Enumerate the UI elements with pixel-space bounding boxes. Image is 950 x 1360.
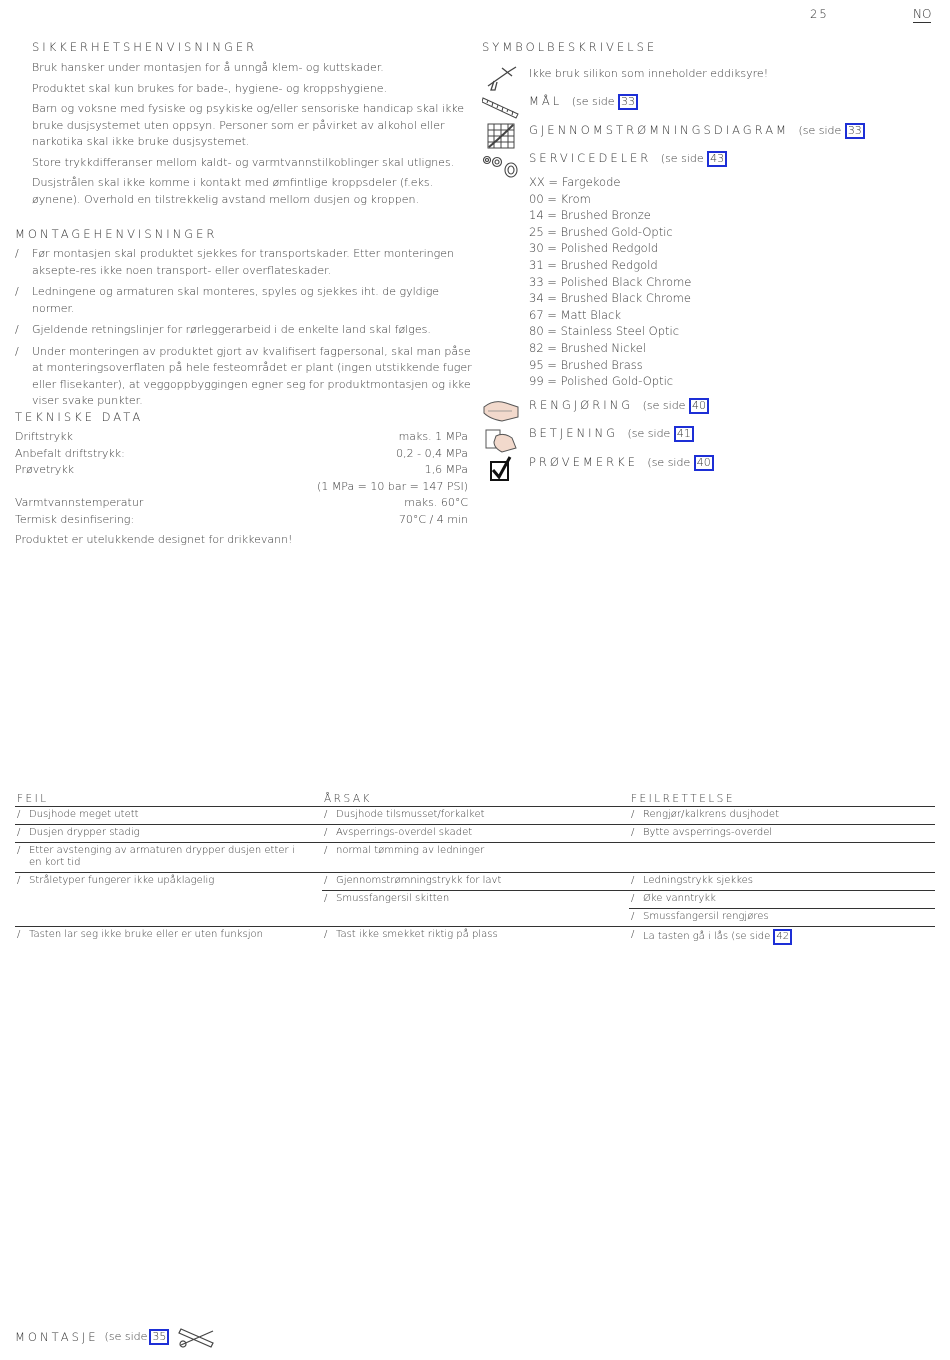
page-link[interactable]: 33 [618,94,638,110]
tech-row: (1 MPa = 10 bar = 147 PSI) [317,479,468,493]
table-row: / Dusjhode meget utett / Dusjhode tilsmusset/forkalket / Rengjør/kalkrens dusjhodet [15,807,935,825]
table-row: / Smussfangersil skitten / Øke vanntrykk [15,891,935,909]
color-code: 31 = Brushed Redgold [529,257,658,272]
list-item: / Gjeldende retningslinjer for rørleggerarbeid i de enkelte land skal følges. [15,323,431,336]
color-code: XX = Fargekode [529,175,621,189]
color-code: 14 = Brushed Bronze [529,208,651,223]
safety-title: SIKKERHETSHENVISNINGER [32,40,258,54]
color-code: 25 = Brushed Gold-Optic [529,224,673,239]
column-header: FEILRETTELSE [629,791,935,807]
color-code: 30 = Polished Redgold [529,241,659,256]
symbol-mal: MÅL (se side 33 [529,94,638,111]
page-link[interactable]: 35 [149,1329,169,1345]
cleaning-icon [482,397,520,425]
ruler-icon [482,94,520,122]
color-code: 82 = Brushed Nickel [529,340,647,355]
color-code: 34 = Brushed Black Chrome [529,291,691,306]
symbol-operation: BETJENING (se side 41 [529,426,694,443]
tech-row: Anbefalt driftstrykk: 0,2 - 0,4 MPa [15,446,468,460]
color-code: 99 = Polished Gold-Optic [529,374,674,389]
flow-diagram-icon [482,122,520,150]
language-code: NO [913,7,932,21]
tech-table [15,429,468,549]
list-item: / Under monteringen av produktet gjort av kvalifisert fagpersonal, skal man påse at monteringsoverflaten på hele festeområdet er plant (ingen utstikkende fuger eller flisekanter), at veggoppbyggingen egner seg for produktmontasjen og ikke viser svake punkter. [15,344,472,407]
table-row: / Smussfangersil rengjøres [15,909,935,927]
list-item: / Ledningene og armaturen skal monteres, spyles og sjekkes iht. de gyldige normer. [15,285,440,315]
column-header: FEIL [15,791,322,807]
tech-title: TEKNISKE DATA [15,410,144,424]
symbol-test-mark: PRØVEMERKE (se side 40 [529,455,714,472]
column-header: ÅRSAK [322,791,629,807]
safety-paragraph: Barn og voksne med fysiske og psykiske og/eller sensoriske handicap skal ikke bruke dusjsystemet uten oppsyn. Personer som er påvirket av alkohol eller narkotika skal ikke bruke dusjsystemet. [32,102,465,148]
table-row: / Tasten lar seg ikke bruke eller er uten funksjon / Tast ikke smekket riktig på plass / La tasten gå i lås (se side 42 [15,927,935,949]
color-code: 33 = Polished Black Chrome [529,274,692,289]
table-row: / Etter avstenging av armaturen drypper dusjen etter i en kort tid / normal tømming av ledninger [15,843,935,873]
page-link[interactable]: 42 [773,929,792,945]
page-link[interactable]: 40 [689,398,709,414]
tech-row: Driftstrykk maks. 1 MPa [15,430,468,443]
symbol-flow: GJENNOMSTRØMNINGSDIAGRAM (se side 33 [529,123,865,140]
wrench-icon [177,1325,217,1349]
tech-row: Varmtvannstemperatur maks. 60°C [15,496,468,509]
silicone-warning: Ikke bruk silikon som inneholder eddiksyre! [529,67,769,80]
tech-row: Prøvetrykk 1,6 MPa [15,463,468,476]
table-header-row [15,791,935,807]
page-link[interactable]: 41 [674,426,694,442]
symbol-cleaning: RENGJØRING (se side 40 [529,398,709,415]
color-code: 80 = Stainless Steel Optic [529,324,680,339]
mounting-list [15,246,472,410]
symbol-service: SERVICEDELER (se side 43 [529,151,727,168]
safety-section [32,60,472,208]
footer-montasje: MONTASJE (se side 35 [15,1325,217,1349]
safety-paragraph: Store trykkdifferanser mellom kaldt- og varmtvannstilkoblinger skal utlignes. [32,155,455,169]
color-code: 67 = Matt Black [529,307,621,322]
page-link[interactable]: 40 [694,455,714,471]
page-link[interactable]: 33 [845,123,865,139]
checkmark-icon [482,455,520,483]
silicone-gun-icon [482,64,520,92]
service-parts-icon [482,152,520,180]
table-row: / Stråletyper fungerer ikke upåklagelig / Gjennomstrømningstrykk for lavt / Ledningstrykk sjekkes [15,873,935,891]
page-number: 25 [810,7,829,21]
safety-paragraph: Dusjstrålen skal ikke komme i kontakt med ømfintlige kroppsdeler (f.eks. øynene). Overhold en tilstrekkelig avstand mellom dusjen og kroppen. [32,176,434,206]
list-item: / Før montasjen skal produktet sjekkes for transportskader. Etter monteringen aksepte-res ikke noen transport- eller overflateskader. [15,247,454,277]
mounting-title: MONTAGEHENVISNINGER [15,227,218,241]
table-row: / Dusjen drypper stadig / Avsperrings-overdel skadet / Bytte avsperrings-overdel [15,825,935,843]
symbols-title: SYMBOLBESKRIVELSE [482,40,658,54]
page-link[interactable]: 43 [707,151,727,167]
color-code: 00 = Krom [529,191,591,206]
color-code-list [529,174,691,390]
tech-note: Produktet er utelukkende designet for drikkevann! [15,533,293,546]
color-code: 95 = Brushed Brass [529,357,643,372]
troubleshooting-table [15,791,935,948]
tech-row: Termisk desinfisering: 70°C / 4 min [15,512,468,526]
safety-paragraph: Produktet skal kun brukes for bade-, hygiene- og kroppshygiene. [32,81,388,95]
safety-paragraph: Bruk hansker under montasjen for å unngå klem- og kuttskader. [32,61,384,74]
hand-operation-icon [482,426,520,454]
